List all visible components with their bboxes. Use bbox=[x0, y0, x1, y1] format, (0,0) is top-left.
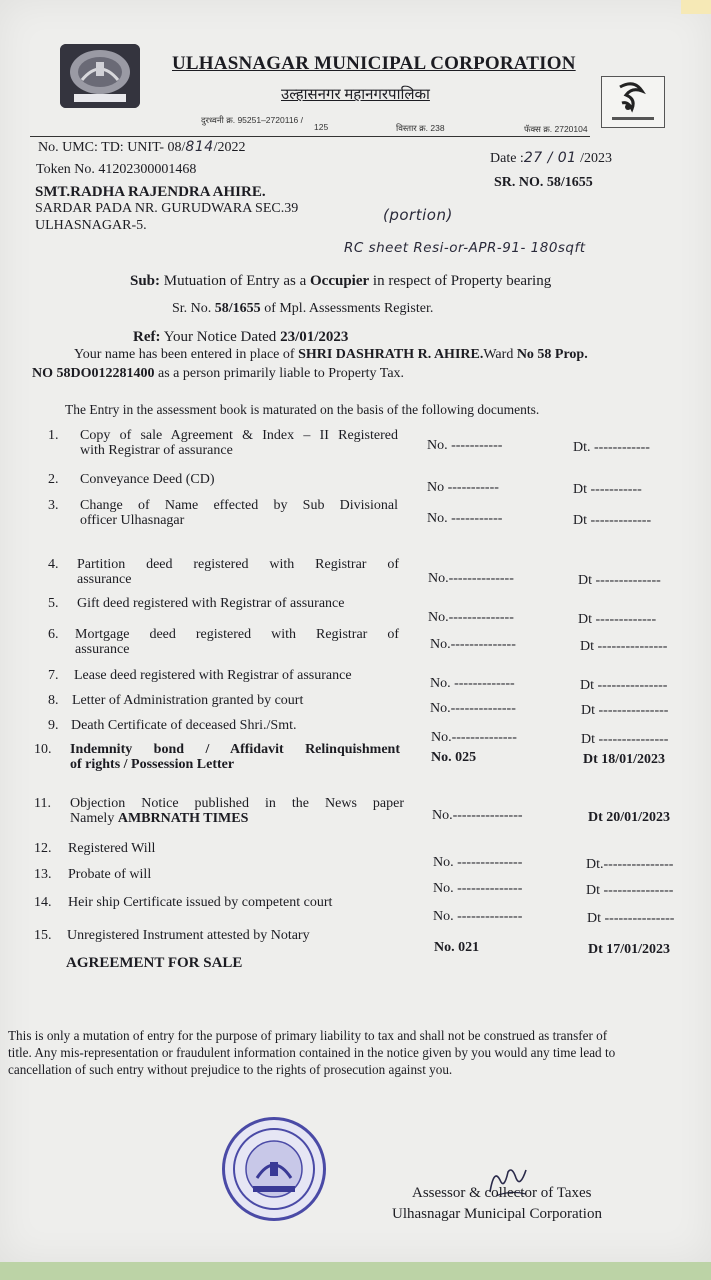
document-description-line2: officer Ulhasnagar bbox=[80, 513, 185, 528]
document-number: 9. bbox=[48, 718, 59, 733]
ref-date: 23/01/2023 bbox=[280, 329, 349, 345]
ref-line2-text: Your name has been entered in place of bbox=[74, 347, 295, 362]
token-number: Token No. 41202300001468 bbox=[36, 162, 197, 177]
subject-srno: 58/1655 bbox=[214, 301, 261, 316]
document-description bbox=[80, 428, 398, 458]
phone-extension: 125 bbox=[314, 122, 329, 132]
document-number-field: No. ------------- bbox=[430, 676, 515, 691]
unit-number-year: /2022 bbox=[213, 140, 246, 155]
document-number: 11. bbox=[34, 796, 51, 811]
document-description-line1: Death Certificate of deceased Shri./Smt. bbox=[71, 718, 297, 733]
document-number-field: No. ----------- bbox=[427, 438, 503, 453]
fax-number: फॅक्स क्र. 2720104 bbox=[524, 124, 588, 134]
document-number: 4. bbox=[48, 557, 59, 572]
document-number-field: No.-------------- bbox=[430, 701, 516, 716]
document-date-field: Dt ----------- bbox=[573, 482, 642, 497]
corporation-logo-icon bbox=[60, 44, 140, 108]
document-number: 7. bbox=[48, 668, 59, 683]
document-date-field: Dt ------------- bbox=[578, 612, 657, 627]
document-number-field: No.-------------- bbox=[430, 637, 516, 652]
signatory-organization: Ulhasnagar Municipal Corporation bbox=[392, 1206, 602, 1222]
document-number-field: No.-------------- bbox=[431, 730, 517, 745]
subject-register: of Mpl. Assessments Register. bbox=[264, 301, 434, 316]
document-description bbox=[80, 472, 400, 487]
previous-owner-name: SHRI DASHRATH R. AHIRE. bbox=[298, 347, 484, 362]
document-description-line1: Letter of Administration granted by court bbox=[72, 693, 304, 708]
agreement-label: AGREEMENT FOR SALE bbox=[66, 955, 243, 971]
document-description bbox=[80, 498, 398, 528]
document-number: 8. bbox=[48, 693, 59, 708]
document-number: 10. bbox=[34, 742, 52, 757]
document-description-line1: Probate of will bbox=[68, 867, 152, 882]
ref-line3-text: as a person primarily liable to Property Tax. bbox=[158, 366, 405, 381]
document-number: 5. bbox=[48, 596, 59, 611]
extension-number: विस्तार क्र. 238 bbox=[396, 123, 445, 133]
subject-srno-label: Sr. No. bbox=[172, 301, 212, 316]
letter-date bbox=[490, 150, 612, 167]
document-description-line2: assurance bbox=[77, 572, 132, 587]
corporation-title-hindi: उल्हासनगर महानगरपालिका bbox=[281, 87, 430, 103]
document-date-field: Dt --------------- bbox=[581, 732, 669, 747]
document-number-field: No. 025 bbox=[431, 750, 477, 765]
sr-number: SR. NO. 58/1655 bbox=[494, 175, 593, 190]
unit-number-label: No. UMC: TD: UNIT- 08/ bbox=[38, 140, 186, 155]
document-number-field: No.-------------- bbox=[428, 610, 514, 625]
tape-strip bbox=[681, 0, 711, 14]
handwritten-note-area: RC sheet Resi-or-APR-91- 180sqft bbox=[344, 240, 586, 256]
addressee-name: SMT.RADHA RAJENDRA AHIRE. bbox=[35, 184, 266, 200]
date-year: /2023 bbox=[580, 151, 612, 166]
document-date-field: Dt --------------- bbox=[587, 911, 675, 926]
background-edge bbox=[0, 1262, 711, 1280]
document-number-field: No.-------------- bbox=[428, 571, 514, 586]
subject-text-b: in respect of Property bearing bbox=[372, 273, 552, 289]
disclaimer-line: title. Any mis-representation or fraudulent information contained in the notice given by you would any time lead to bbox=[8, 1045, 616, 1060]
document-number-field: No. 021 bbox=[434, 940, 480, 955]
document-number-field: No.--------------- bbox=[432, 808, 523, 823]
unit-number bbox=[38, 139, 246, 156]
document-number: 15. bbox=[34, 928, 52, 943]
newspaper-label: Namely bbox=[70, 811, 115, 826]
date-handwritten: 27 / 01 bbox=[523, 150, 577, 166]
document-description bbox=[72, 693, 398, 708]
document-description-line1: Heir ship Certificate issued by competent court bbox=[68, 895, 333, 910]
signatory-designation: Assessor & collector of Taxes bbox=[412, 1185, 592, 1201]
handwritten-note-portion: (portion) bbox=[383, 206, 453, 224]
phone-number: दुरध्वनी क्र. 95251–2720116 / bbox=[201, 115, 303, 125]
document-date-field: Dt ------------- bbox=[573, 513, 652, 528]
document-number-field: No. -------------- bbox=[433, 855, 523, 870]
document-date-field: Dt. ------------ bbox=[573, 440, 650, 455]
document-description-line2: of rights / Possession Letter bbox=[70, 757, 235, 772]
document-description bbox=[68, 895, 408, 910]
document-date-field: Dt --------------- bbox=[580, 639, 668, 654]
disclaimer-line: This is only a mutation of entry for the purpose of primary liability to tax and shall not be construed as transfer of bbox=[8, 1028, 608, 1043]
document-number: 12. bbox=[34, 841, 52, 856]
document-description-line1: Mortgage deed registered with Registrar of bbox=[75, 627, 399, 642]
document-number-field: No. ----------- bbox=[427, 511, 503, 526]
unit-number-handwritten: 814 bbox=[185, 139, 214, 155]
document-description-line2 bbox=[70, 811, 404, 826]
document-number: 14. bbox=[34, 895, 52, 910]
document-description bbox=[77, 557, 399, 587]
document-date-field: Dt.--------------- bbox=[586, 857, 674, 872]
document-description-line1: Unregistered Instrument attested by Notary bbox=[67, 928, 310, 943]
document-date-field: Dt -------------- bbox=[578, 573, 661, 588]
disclaimer bbox=[8, 1027, 708, 1078]
document-description bbox=[67, 928, 409, 943]
document-description-line2: with Registrar of assurance bbox=[80, 443, 233, 458]
ref-text: Your Notice Dated bbox=[163, 329, 277, 345]
document-description bbox=[75, 627, 399, 657]
document-description bbox=[71, 718, 399, 733]
document-description-line1: Partition deed registered with Registrar of bbox=[77, 557, 399, 572]
document-date-field: Dt 18/01/2023 bbox=[583, 752, 666, 767]
date-label: Date : bbox=[490, 151, 524, 166]
document-date-field: Dt --------------- bbox=[580, 678, 668, 693]
document-number: 1. bbox=[48, 428, 59, 443]
ref-line2 bbox=[74, 347, 588, 363]
document-description bbox=[68, 867, 406, 882]
ref-ward-no: No 58 Prop. bbox=[516, 347, 588, 362]
official-seal-icon bbox=[222, 1117, 326, 1221]
ref-label: Ref: bbox=[133, 329, 161, 345]
document-description-line1: Change of Name effected by Sub Divisional bbox=[80, 498, 398, 513]
subject-line1 bbox=[130, 273, 551, 290]
document-description-line1: Conveyance Deed (CD) bbox=[80, 472, 215, 487]
ref-line1 bbox=[133, 329, 348, 346]
property-number: NO 58DO012281400 bbox=[32, 366, 155, 381]
header-divider bbox=[30, 136, 590, 137]
document-number-field: No. -------------- bbox=[433, 881, 523, 896]
corporation-title: ULHASNAGAR MUNICIPAL CORPORATION bbox=[172, 53, 576, 74]
document-description bbox=[77, 596, 397, 611]
addressee-line1: SARDAR PADA NR. GURUDWARA SEC.39 bbox=[35, 201, 299, 216]
subject-text-a: Mutuation of Entry as a bbox=[163, 273, 307, 289]
document-description-line1: Registered Will bbox=[68, 841, 156, 856]
document-description bbox=[70, 796, 404, 826]
ref-line3 bbox=[32, 366, 404, 382]
documents-intro: The Entry in the assessment book is maturated on the basis of the following documents. bbox=[65, 402, 540, 417]
ref-ward-label: Ward bbox=[483, 347, 514, 362]
document-date-field: Dt --------------- bbox=[586, 883, 674, 898]
document-description-line1: Lease deed registered with Registrar of assurance bbox=[74, 668, 352, 683]
document-description bbox=[70, 742, 400, 772]
document-description-line1: Gift deed registered with Registrar of assurance bbox=[77, 596, 345, 611]
subject-label: Sub: bbox=[130, 273, 161, 289]
addressee-line2: ULHASNAGAR-5. bbox=[35, 218, 147, 233]
document-date-field: Dt 20/01/2023 bbox=[588, 810, 671, 825]
document-description-line1: Copy of sale Agreement & Index – II Registered bbox=[80, 428, 398, 443]
document-description bbox=[68, 841, 404, 856]
document-number-field: No. -------------- bbox=[433, 909, 523, 924]
document-description-line2: assurance bbox=[75, 642, 130, 657]
document-number: 3. bbox=[48, 498, 59, 513]
subject-line2 bbox=[172, 301, 433, 317]
newspaper-name: AMBRNATH TIMES bbox=[117, 811, 249, 826]
document-description-line1: Indemnity bond / Affidavit Relinquishment bbox=[70, 742, 400, 757]
document-number: 6. bbox=[48, 627, 59, 642]
document-number: 2. bbox=[48, 472, 59, 487]
document-description-line1: Objection Notice published in the News paper bbox=[70, 796, 404, 811]
document-date-field: Dt 17/01/2023 bbox=[588, 942, 671, 957]
swachh-bharat-logo-icon bbox=[601, 76, 665, 128]
document-number: 13. bbox=[34, 867, 52, 882]
subject-occupier: Occupier bbox=[310, 273, 370, 289]
document-number-field: No ----------- bbox=[427, 480, 499, 495]
document-date-field: Dt --------------- bbox=[581, 703, 669, 718]
disclaimer-line: cancellation of such entry without prejudice to the rights of prosecution against you. bbox=[8, 1062, 453, 1077]
document-description bbox=[74, 668, 399, 683]
